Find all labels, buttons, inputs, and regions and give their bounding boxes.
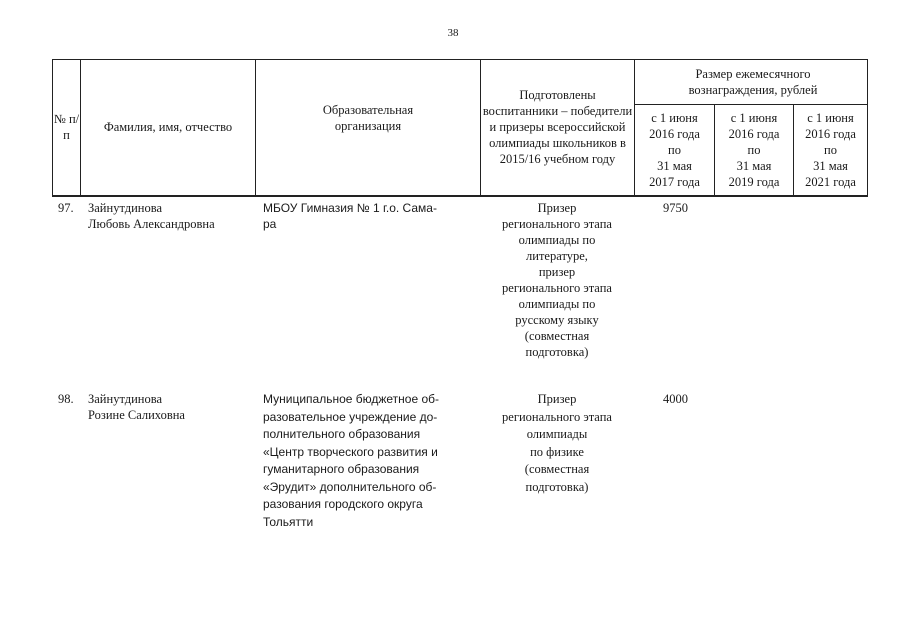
period-line: 31 мая — [657, 159, 692, 173]
text-line: Призер — [537, 201, 577, 215]
header-period-2021 — [794, 106, 867, 194]
period-line: 31 мая — [813, 159, 848, 173]
page-number: 38 — [447, 27, 459, 39]
header-award: Размер ежемесячного вознаграждения, рублей — [688, 67, 818, 97]
text-line: олимпиады по — [518, 233, 596, 247]
period-line: 31 мая — [736, 159, 772, 173]
header-name: Фамилия, имя, отчество — [103, 120, 233, 134]
header-org: Образовательная организация — [322, 103, 414, 133]
text-line: ра — [263, 217, 277, 231]
text-line: гуманитарного образования — [263, 462, 420, 476]
row-organization — [263, 200, 473, 232]
text-line: призер — [538, 265, 576, 279]
text-line: регионального этапа — [502, 281, 612, 295]
row-preparation — [484, 200, 630, 360]
text-line: Зайнутдинова — [88, 201, 163, 215]
text-line: подготовка) — [525, 479, 589, 494]
period-line: 2016 года — [649, 127, 700, 141]
period-line: по — [747, 143, 761, 157]
period-line: 2017 года — [649, 175, 700, 189]
period-line: 2021 года — [805, 175, 856, 189]
header-period-2019 — [715, 106, 793, 194]
text-line: подготовка) — [525, 345, 589, 359]
text-line: Любовь Александровна — [88, 217, 215, 231]
text-line: разовательное учреждение до- — [263, 409, 438, 424]
text-line: русскому языку — [515, 313, 599, 327]
period-line: по — [668, 143, 681, 157]
text-line: регионального этапа — [502, 217, 612, 231]
row-organization — [263, 391, 479, 531]
text-line: МБОУ Гимназия № 1 г.о. Сама- — [263, 201, 437, 215]
row-preparation — [484, 391, 630, 496]
text-line: олимпиады по — [518, 297, 596, 311]
text-line: Призер — [537, 392, 577, 406]
text-line: (совместная — [524, 329, 590, 343]
text-line: «Эрудит» дополнительного об- — [263, 479, 437, 494]
text-line: Розине Салиховна — [88, 408, 185, 422]
text-line: «Центр творческого развития и — [263, 444, 438, 459]
row-name — [88, 391, 253, 423]
header-num: № п/п — [53, 112, 80, 142]
period-line: с 1 июня — [807, 111, 854, 125]
period-line: по — [824, 143, 837, 157]
row-name — [88, 200, 253, 232]
header-prep: Подготовлены воспитанники – победители и призеры всероссийской олимпиады школьников в 2015/16 учебном году — [482, 88, 633, 166]
text-line: (совместная — [524, 462, 590, 476]
text-line: олимпиады — [526, 427, 588, 441]
text-line: по физике — [530, 444, 584, 459]
row-number: 98. — [58, 392, 74, 406]
row-award-2017: 9750 — [663, 201, 688, 215]
period-line: с 1 июня — [730, 111, 778, 125]
period-line: 2019 года — [728, 175, 780, 189]
text-line: литературе, — [526, 249, 588, 263]
period-line: 2016 года — [728, 127, 780, 141]
text-line: Тольятти — [263, 514, 314, 529]
row-award-2017: 4000 — [663, 392, 688, 406]
text-line: Зайнутдинова — [88, 392, 163, 406]
text-line: Муниципальное бюджетное об- — [263, 392, 440, 406]
period-line: с 1 июня — [651, 111, 698, 125]
period-line: 2016 года — [805, 127, 856, 141]
text-line: регионального этапа — [502, 409, 612, 424]
header-period-2017 — [635, 106, 714, 194]
row-number: 97. — [58, 201, 74, 215]
text-line: разования городского округа — [263, 497, 423, 511]
text-line: полнительного образования — [263, 427, 421, 441]
